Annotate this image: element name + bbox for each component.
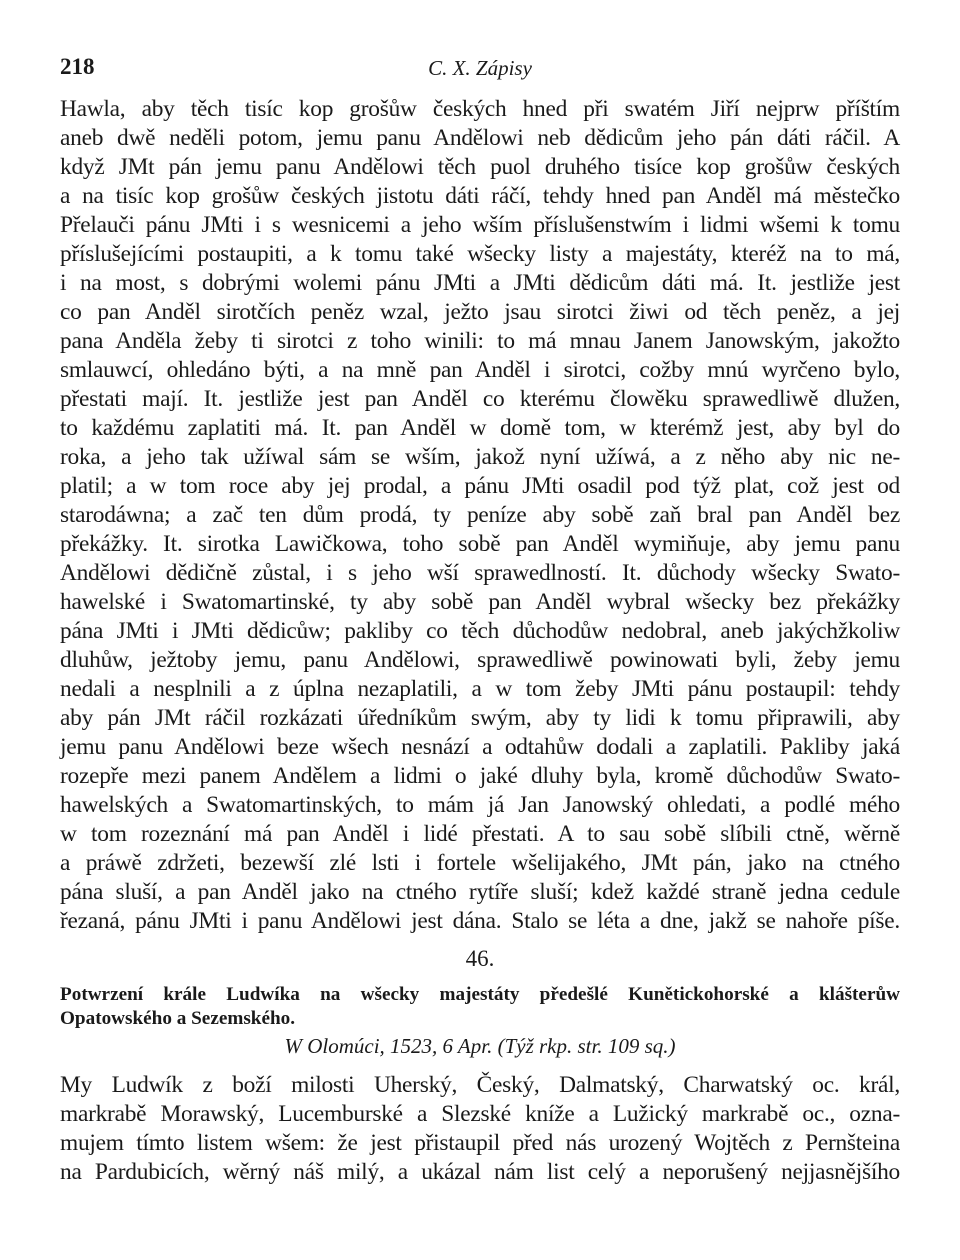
body-line: přestati mají. It. jestliže jest pan Anděl co kterému člowěku sprawedliwě dlužen, xyxy=(60,386,900,412)
page-header xyxy=(60,54,900,84)
body-line: Andělowi dědičně zůstal, i s jeho wší sprawedlností. It. důchody wšecky Swato- xyxy=(60,560,900,586)
body-line: jemu panu Andělowi beze wšech nesnází a odtahůw dodali a zaplatili. Pakliby jaká xyxy=(60,734,900,760)
body-line: překážky. It. sirotka Lawičkowa, toho sobě pan Anděl wymiňuje, aby jemu panu xyxy=(60,531,900,557)
body-line: příslušejícími postaupiti, a k tomu také wšecky listy a majestáty, kteréž na to má, xyxy=(60,241,900,267)
body-line: to každému zaplatiti má. It. pan Anděl w domě tom, w kterémž jest, aby byl do xyxy=(60,415,900,441)
running-head: C. X. Zápisy xyxy=(428,56,532,80)
body-line: roka, a jeho tak užíwal sám se wším, jakož nyní užíwá, a z něho aby nic ne- xyxy=(60,444,900,470)
body-line: smlauwcí, ohledáno býti, a na mně pan Anděl i sirotci, cožby mnú wyrčeno bylo, xyxy=(60,357,900,383)
document-title-line: Opatowského a Sezemského. xyxy=(60,1008,296,1029)
body-line: w tom rozeznání má pan Anděl i lidé přestati. A to sau sobě slíbili ctně, wěrně xyxy=(60,821,900,847)
body-line: dluhůw, ježtoby jemu, panu Andělowi, sprawedliwě powinowati byli, žeby jemu xyxy=(60,647,900,673)
body-line: pana Anděla žeby ti sirotci z toho winili: to má mnau Janem Janowským, jakožto xyxy=(60,328,900,354)
document-number: 46. xyxy=(465,946,495,971)
document-text-line: mujem tímto listem wšem: že jest přistaupil před nás urozený Wojtěch z Pernšteina xyxy=(60,1130,900,1156)
body-line: i na most, s dobrými wolemi pánu JMti a JMti dědicům dáti má. It. jestliže jest xyxy=(60,270,900,296)
body-line: co pan Anděl sirotčích peněz wzal, ježto jsau sirotci žiwi od těch peněz, a jej xyxy=(60,299,900,325)
body-line: řezaná, pánu JMti i panu Andělowi jest dána. Stalo se léta a dne, jakž se nahoře píše. xyxy=(60,908,900,934)
document-source: W Olomúci, 1523, 6 Apr. (Týž rkp. str. 109 sq.) xyxy=(284,1034,676,1058)
body-line: pána JMti i JMti dědicůw; pakliby co těch důchodůw nedobral, aneb jakýchžkoliw xyxy=(60,618,900,644)
body-line: pána sluší, a pan Anděl jako na ctného rytíře sluší; kdež každé straně jedna cedule xyxy=(60,879,900,905)
document-text-line: na Pardubicích, wěrný náš milý, a ukázal nám list celý a neporušený nejjasnějšího xyxy=(60,1159,900,1185)
body-line: starodáwna; a zač ten dům prodá, ty peníze aby sobě zaň bral pan Anděl bez xyxy=(60,502,900,528)
document-text-line: My Ludwík z boží milosti Uherský, Český, Dalmatský, Charwatský oc. král, xyxy=(60,1072,900,1098)
body-line: platil; a w tom roce aby jej prodal, a pánu JMti osadil pod týž plat, což jest od xyxy=(60,473,900,499)
document-text-line: markrabě Morawský, Lucemburské a Slezské kníže a Lužický markrabě oc., ozna- xyxy=(60,1101,900,1127)
body-line: rozepře mezi panem Andělem a lidmi o jaké dluhy byla, kromě důchodůw Swato- xyxy=(60,763,900,789)
body-line: aneb dwě neděli potom, jemu panu Andělowi neb dědicům jeho pán dáti ráčil. A xyxy=(60,125,900,151)
page-number: 218 xyxy=(60,54,95,79)
body-line: Hawla, aby těch tisíc kop grošůw českých hned při swatém Jiří nejprw příštím xyxy=(60,96,900,122)
body-line: nedali a nesplnili a z úplna nezaplatili, a w tom žeby JMti pánu postaupil: tehdy xyxy=(60,676,900,702)
body-line: Přelauči pánu JMti i s wesnicemi a jeho wším příslušenstwím i lidmi wšemi k tomu xyxy=(60,212,900,238)
document-title-line: Potwrzení krále Ludwíka na wšecky majestáty předešlé Kunětickohorské a klášterůw xyxy=(60,984,900,1005)
body-line: když JMt pán jemu panu Andělowi těch puol druhého tisíce kop grošůw českých xyxy=(60,154,900,180)
body-line: aby pán JMt ráčil rozkázati úředníkům swým, aby ty lidi k tomu připrawili, aby xyxy=(60,705,900,731)
body-line: hawelských a Swatomartinských, to mám já Jan Janowský ohledati, a podlé mého xyxy=(60,792,900,818)
body-line: a na tisíc kop grošůw českých jistotu dáti ráčí, tehdy hned pan Anděl má městečko xyxy=(60,183,900,209)
body-line: a práwě zdržeti, bezewší zlé lsti i fortele wšelijakého, JMt pán, jako na ctného xyxy=(60,850,900,876)
body-line: hawelské i Swatomartinské, ty aby sobě pan Anděl wybral wšecky bez překážky xyxy=(60,589,900,615)
